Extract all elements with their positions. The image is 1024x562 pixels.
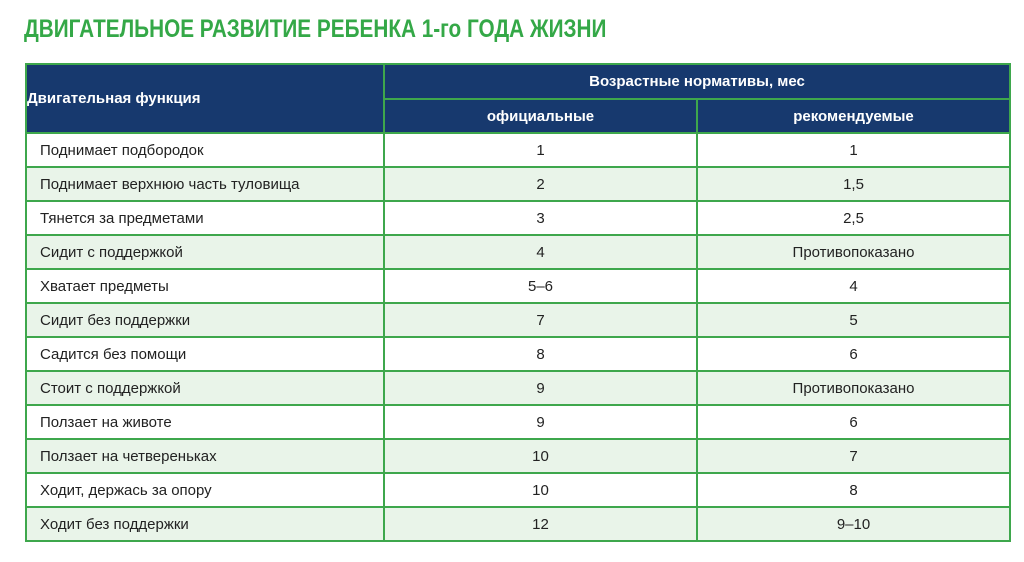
cell-function: Стоит с поддержкой xyxy=(26,371,384,405)
table-row xyxy=(26,167,1010,201)
table-row xyxy=(26,133,1010,167)
cell-official: 9 xyxy=(384,371,697,405)
cell-recommended: 1 xyxy=(697,133,1010,167)
cell-function: Поднимает верхнюю часть туловища xyxy=(26,167,384,201)
cell-official: 1 xyxy=(384,133,697,167)
cell-function: Ходит, держась за опору xyxy=(26,473,384,507)
cell-official: 5–6 xyxy=(384,269,697,303)
cell-function: Тянется за предметами xyxy=(26,201,384,235)
cell-function: Сидит без поддержки xyxy=(26,303,384,337)
cell-recommended: 6 xyxy=(697,337,1010,371)
table-row xyxy=(26,337,1010,371)
header-motor-function: Двигательная функция xyxy=(26,64,384,133)
cell-function: Ползает на четвереньках xyxy=(26,439,384,473)
cell-recommended: 7 xyxy=(697,439,1010,473)
table-row xyxy=(26,201,1010,235)
table-row xyxy=(26,303,1010,337)
cell-official: 7 xyxy=(384,303,697,337)
cell-recommended: Противопоказано xyxy=(697,371,1010,405)
table-body xyxy=(26,133,1010,541)
header-age-norms: Возрастные нормативы, мес xyxy=(384,64,1010,99)
cell-recommended: 2,5 xyxy=(697,201,1010,235)
cell-official: 10 xyxy=(384,473,697,507)
cell-official: 2 xyxy=(384,167,697,201)
cell-official: 12 xyxy=(384,507,697,541)
cell-recommended: 5 xyxy=(697,303,1010,337)
table-row xyxy=(26,405,1010,439)
cell-official: 8 xyxy=(384,337,697,371)
cell-official: 3 xyxy=(384,201,697,235)
table-header xyxy=(26,64,1010,133)
table-row xyxy=(26,507,1010,541)
table-row xyxy=(26,473,1010,507)
cell-function: Поднимает подбородок xyxy=(26,133,384,167)
header-row-group xyxy=(26,64,1010,99)
cell-recommended: 1,5 xyxy=(697,167,1010,201)
cell-function: Хватает предметы xyxy=(26,269,384,303)
cell-function: Садится без помощи xyxy=(26,337,384,371)
cell-recommended: Противопоказано xyxy=(697,235,1010,269)
header-recommended: рекомендуемые xyxy=(697,99,1010,133)
cell-function: Ползает на животе xyxy=(26,405,384,439)
table-row xyxy=(26,371,1010,405)
cell-official: 10 xyxy=(384,439,697,473)
table-row xyxy=(26,269,1010,303)
header-official: официальные xyxy=(384,99,697,133)
page-title: ДВИГАТЕЛЬНОЕ РАЗВИТИЕ РЕБЕНКА 1-го ГОДА ЖИЗНИ xyxy=(24,15,607,43)
cell-recommended: 8 xyxy=(697,473,1010,507)
table-row xyxy=(26,439,1010,473)
cell-official: 4 xyxy=(384,235,697,269)
table-row xyxy=(26,235,1010,269)
cell-function: Ходит без поддержки xyxy=(26,507,384,541)
cell-recommended: 6 xyxy=(697,405,1010,439)
motor-development-table xyxy=(25,63,1011,542)
cell-recommended: 4 xyxy=(697,269,1010,303)
cell-function: Сидит с поддержкой xyxy=(26,235,384,269)
cell-recommended: 9–10 xyxy=(697,507,1010,541)
cell-official: 9 xyxy=(384,405,697,439)
